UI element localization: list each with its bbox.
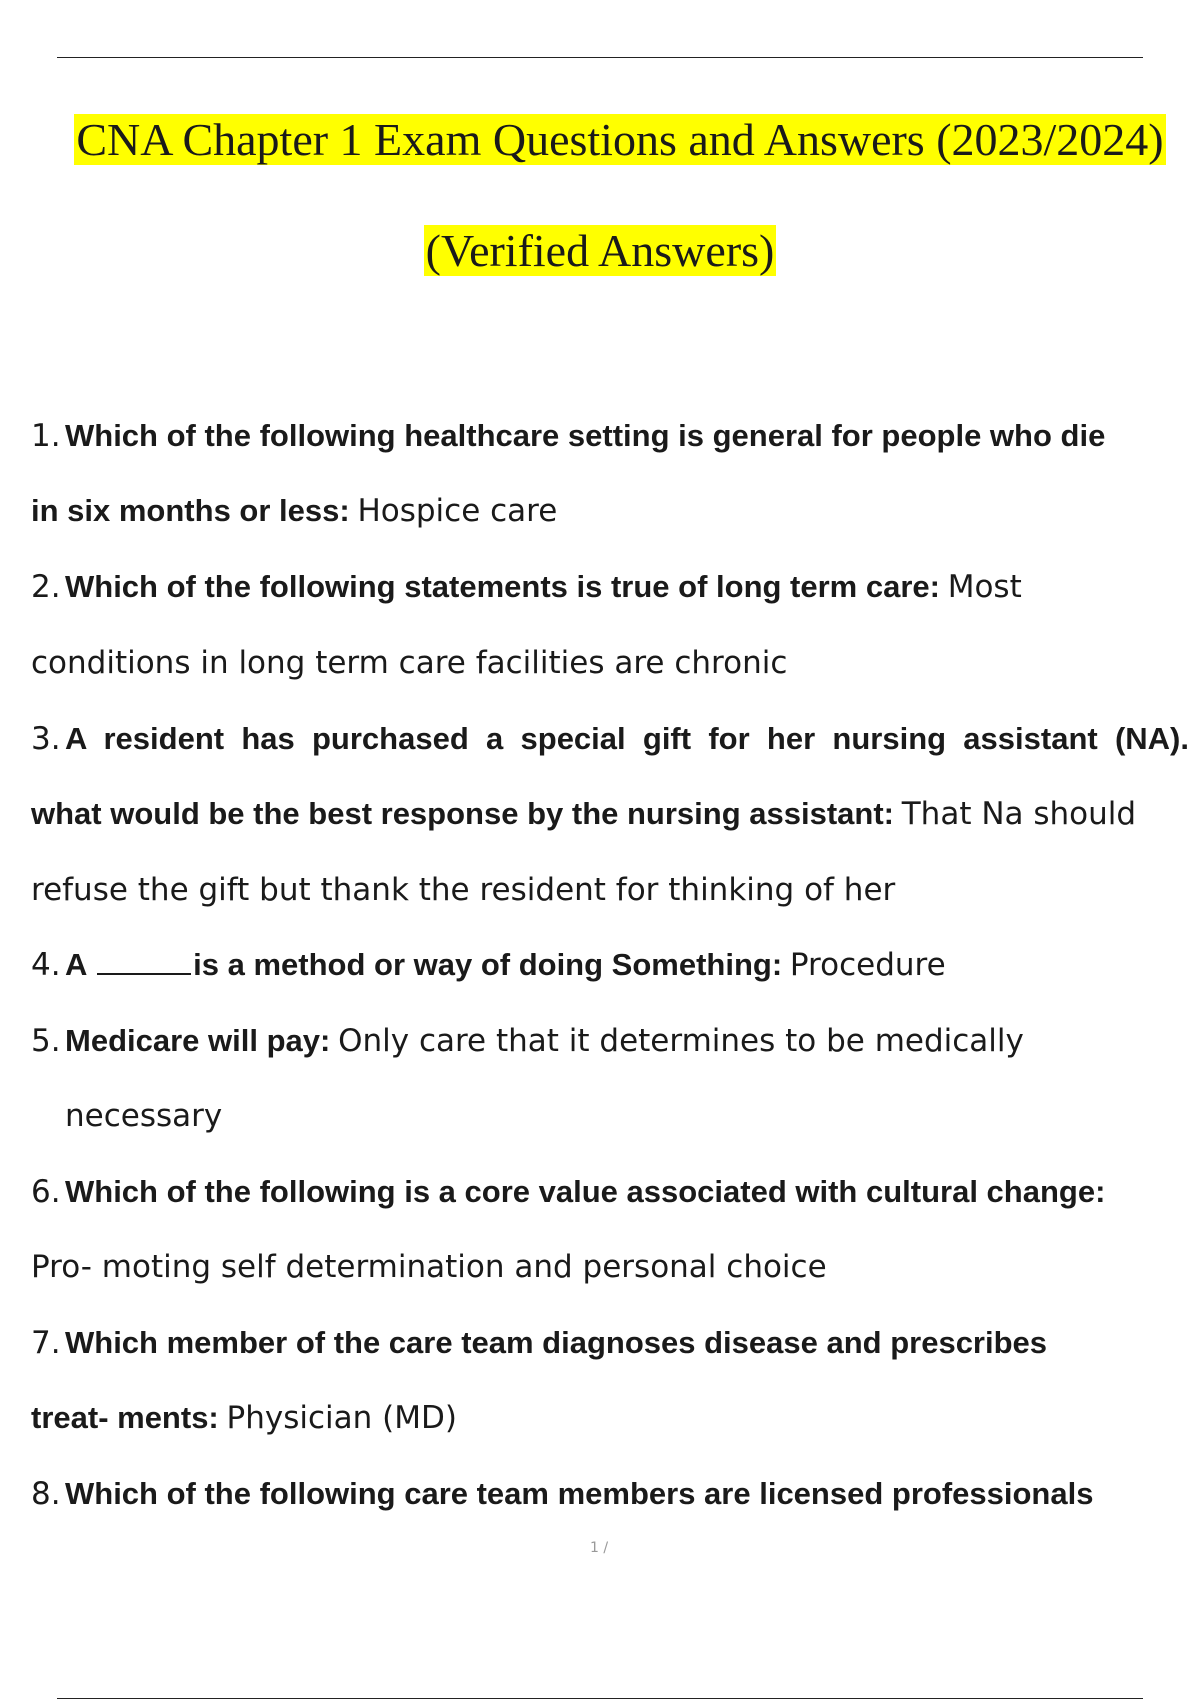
question-number: 2. xyxy=(31,569,61,605)
question-text: Medicare will pay: xyxy=(65,1023,331,1058)
question-text: Which member of the care team diagnoses disease and prescribes xyxy=(65,1325,1048,1360)
question-6-answer xyxy=(31,1247,827,1287)
question-7 xyxy=(31,1323,1047,1363)
question-3-continued xyxy=(31,794,1136,834)
question-text: in six months or less: xyxy=(31,493,350,528)
question-6 xyxy=(31,1172,1105,1212)
question-1-continued xyxy=(31,491,557,531)
question-7-continued xyxy=(31,1398,457,1438)
answer-text: Pro- moting self determination and personal choice xyxy=(31,1249,827,1285)
answer-text: Hospice care xyxy=(357,493,558,529)
question-8 xyxy=(31,1474,1093,1514)
page-number: 1 / xyxy=(590,1540,609,1556)
answer-text: Most xyxy=(947,569,1022,605)
question-text: A resident has purchased a special gift for her nursing assistant (NA). xyxy=(65,721,1189,756)
question-5-answer-continued xyxy=(65,1096,222,1136)
answer-text: Physician (MD) xyxy=(226,1400,457,1436)
question-2-continued xyxy=(31,643,787,683)
fill-in-blank xyxy=(97,949,191,975)
question-text: Which of the following statements is true of long term care: xyxy=(65,569,940,604)
question-text: A xyxy=(65,947,88,982)
answer-text: refuse the gift but thank the resident for thinking of her xyxy=(31,872,896,908)
question-number: 7. xyxy=(31,1325,61,1361)
question-number: 3. xyxy=(31,721,61,757)
question-number: 5. xyxy=(31,1023,61,1059)
question-4 xyxy=(31,945,946,985)
question-text: Which of the following is a core value associated with cultural change: xyxy=(65,1174,1106,1209)
top-rule xyxy=(57,57,1143,58)
question-number: 6. xyxy=(31,1174,61,1210)
answer-text: necessary xyxy=(65,1098,223,1134)
document-subtitle: (Verified Answers) xyxy=(425,225,775,276)
question-number: 1. xyxy=(31,418,61,454)
question-5 xyxy=(31,1021,1024,1061)
answer-text: Only care that it determines to be medically xyxy=(338,1023,1024,1059)
answer-text: Procedure xyxy=(789,947,946,983)
question-text: treat- ments: xyxy=(31,1400,219,1435)
question-text: Which of the following healthcare setting is general for people who die xyxy=(65,418,1106,453)
question-3-answer-continued xyxy=(31,870,895,910)
bottom-rule xyxy=(57,1698,1143,1699)
question-number: 4. xyxy=(31,947,61,983)
answer-text: That Na should xyxy=(901,796,1137,832)
answer-text: conditions in long term care facilities are chronic xyxy=(31,645,788,681)
document-title: CNA Chapter 1 Exam Questions and Answers (2023/2024) xyxy=(76,114,1164,165)
question-text: is a method or way of doing Something: xyxy=(193,947,783,982)
question-number: 8. xyxy=(31,1476,61,1512)
question-text: Which of the following care team members are licensed professionals xyxy=(65,1476,1094,1511)
question-2 xyxy=(31,567,1022,607)
question-text: what would be the best response by the nursing assistant: xyxy=(31,796,894,831)
question-1 xyxy=(31,416,1105,456)
question-3 xyxy=(31,719,1189,759)
